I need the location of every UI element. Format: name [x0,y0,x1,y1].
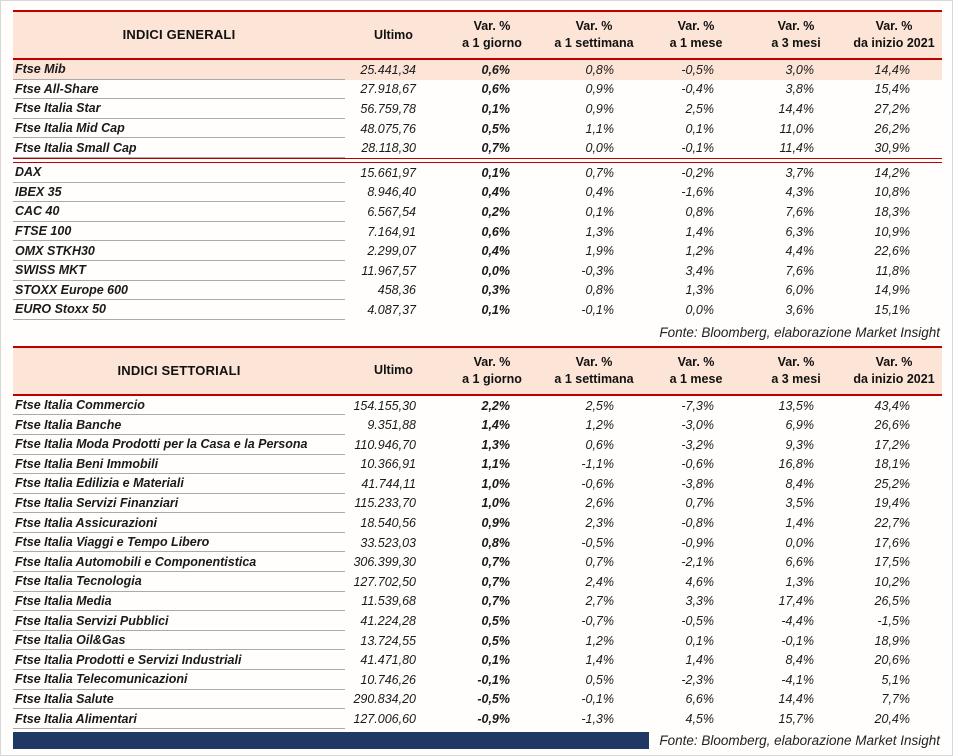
var-label: Var. % [473,19,511,34]
var-label: Var. % [875,19,913,34]
var-3-mesi-value: 14,4% [778,692,814,707]
ultimo-value: 7.164,91 [367,224,416,239]
var-1-mese-value: 4,6% [685,574,714,589]
var-1-settimana-value: 1,2% [585,418,614,433]
indici-generali-rows [13,60,942,320]
var-3-mesi-value: 8,4% [785,653,814,668]
var-inizio-2021-value: 10,2% [874,574,910,589]
var-3-mesi-value: 3,5% [785,496,814,511]
var-1-mese-value: 3,3% [685,594,714,609]
ultimo-value: 33.523,03 [360,535,416,550]
var-inizio-2021-value: 14,2% [874,165,910,180]
ultimo-value: 15.661,97 [360,165,416,180]
var-1-mese-value: 2,5% [685,101,714,116]
var-3-mesi-value: 6,3% [785,224,814,239]
col-header-var-1-giorno [442,348,542,394]
col-header-var-1-mese [646,348,746,394]
var-1-giorno-value: 0,7% [481,141,510,156]
ultimo-value: 10.366,91 [360,457,416,472]
col-header-ultimo: Ultimo [374,27,413,42]
var-inizio-2021-value: 43,4% [874,398,910,413]
table-row [13,281,942,301]
table-row [13,572,942,592]
var-3-mesi-value: 1,4% [785,516,814,531]
var-1-mese-value: -0,1% [681,141,714,156]
col-header-var-3-mesi [746,348,846,394]
var-1-mese-value: -7,3% [681,398,714,413]
var-label: Var. % [575,354,613,369]
var-1-settimana-value: 0,7% [585,555,614,570]
ultimo-value: 11.967,57 [361,263,416,278]
var-inizio-2021-value: 18,1% [874,457,910,472]
var-inizio-2021-value: 19,4% [874,496,910,511]
period-label: a 1 settimana [554,371,634,386]
var-inizio-2021-value: 11,8% [875,263,910,278]
var-label: Var. % [575,19,613,34]
index-name: Ftse Italia Commercio [13,396,345,416]
var-inizio-2021-value: 26,6% [874,418,910,433]
table-row [13,494,942,514]
index-name: DAX [13,163,345,183]
var-label: Var. % [777,19,815,34]
var-1-settimana-value: 0,4% [585,185,614,200]
var-1-mese-value: 4,5% [685,712,714,727]
table-row [13,183,942,203]
table-row [13,690,942,710]
var-3-mesi-value: 1,3% [785,574,814,589]
var-1-giorno-value: 0,7% [481,594,510,609]
table-row [13,650,942,670]
footer-bar [13,732,649,749]
var-1-mese-value: -2,1% [681,555,714,570]
table-row [13,80,942,100]
var-label: Var. % [677,354,715,369]
var-1-settimana-value: 2,3% [585,516,614,531]
index-name: Ftse Italia Telecomunicazioni [13,670,345,690]
var-1-giorno-value: 0,5% [481,614,510,629]
ultimo-value: 8.946,40 [367,185,416,200]
table-row [13,138,942,158]
var-inizio-2021-value: 20,4% [874,712,910,727]
var-1-settimana-value: 0,6% [585,437,614,452]
table-row [13,261,942,281]
var-1-mese-value: 1,2% [685,244,714,259]
ultimo-value: 41.224,28 [360,614,416,629]
var-inizio-2021-value: 30,9% [874,141,910,156]
var-1-mese-value: 6,6% [685,692,714,707]
col-header-var-1-giorno [442,12,542,58]
index-name: Ftse Italia Prodotti e Servizi Industriali [13,650,345,670]
var-3-mesi-value: 4,4% [785,244,814,259]
col-header-var-3-mesi [746,12,846,58]
ultimo-value: 10.746,26 [360,672,416,687]
page-footer [13,732,942,749]
col-header-ultimo: Ultimo [374,363,413,378]
period-label: a 1 giorno [462,36,522,50]
table-row [13,396,942,416]
table-row [13,513,942,533]
table-row [13,552,942,572]
table-row [13,455,942,475]
var-3-mesi-value: 11,4% [779,141,814,156]
ultimo-value: 41.471,80 [360,653,416,668]
index-name: STOXX Europe 600 [13,281,345,301]
var-1-giorno-value: 0,6% [481,62,510,77]
var-1-mese-value: 0,8% [685,204,714,219]
period-label: da inizio 2021 [853,371,935,386]
var-3-mesi-value: 15,7% [778,712,814,727]
index-name: Ftse Italia Salute [13,690,345,710]
var-inizio-2021-value: 14,4% [874,62,910,77]
table-title-generali: INDICI GENERALI [122,27,236,43]
col-header-var-1-settimana [542,348,646,394]
var-1-settimana-value: 1,9% [585,244,614,259]
var-inizio-2021-value: 18,9% [874,633,910,648]
var-inizio-2021-value: 17,2% [874,437,910,452]
ultimo-value: 11.539,68 [361,594,416,609]
var-1-giorno-value: 1,1% [481,457,510,472]
var-1-giorno-value: 0,6% [481,224,510,239]
var-1-mese-value: -0,6% [681,457,714,472]
index-name: Ftse Italia Viaggi e Tempo Libero [13,533,345,553]
var-1-mese-value: 3,4% [685,263,714,278]
ultimo-value: 4.087,37 [367,302,416,317]
var-1-giorno-value: 1,0% [481,496,510,511]
ultimo-value: 110.946,70 [354,437,416,452]
var-1-settimana-value: 1,2% [585,633,614,648]
var-3-mesi-value: -4,1% [781,672,814,687]
period-label: a 3 mesi [771,371,821,386]
table-row [13,592,942,612]
var-1-settimana-value: 2,5% [585,398,614,413]
col-header-var-1-settimana [542,12,646,58]
ultimo-value: 115.233,70 [354,496,416,511]
var-1-giorno-value: 0,3% [481,283,510,298]
ultimo-value: 25.441,34 [360,62,416,77]
var-inizio-2021-value: 5,1% [881,672,910,687]
indici-settoriali-header [13,346,942,396]
ultimo-value: 458,36 [377,283,416,298]
table-row [13,474,942,494]
period-label: a 1 mese [669,36,723,50]
index-name: Ftse Italia Media [13,592,345,612]
table-row [13,670,942,690]
table-row [13,241,942,261]
var-1-settimana-value: 0,0% [585,141,614,156]
table-row [13,300,942,320]
var-3-mesi-value: 9,3% [785,437,814,452]
table-row [13,435,942,455]
index-name: Ftse Italia Assicurazioni [13,513,345,533]
var-1-mese-value: -1,6% [681,185,714,200]
var-1-giorno-value: -0,5% [477,692,510,707]
var-1-mese-value: -0,5% [681,614,714,629]
var-inizio-2021-value: 18,3% [874,204,910,219]
table-row [13,709,942,729]
var-inizio-2021-value: 25,2% [874,476,910,491]
var-1-giorno-value: 2,2% [481,398,510,413]
var-1-settimana-value: -0,1% [581,302,614,317]
var-1-giorno-value: -0,1% [477,672,510,687]
var-3-mesi-value: 3,6% [785,302,814,317]
var-3-mesi-value: 6,9% [785,418,814,433]
var-1-giorno-value: 0,5% [481,633,510,648]
ultimo-value: 127.006,60 [353,712,416,727]
var-inizio-2021-value: 26,2% [874,121,910,136]
var-1-settimana-value: 0,1% [585,204,614,219]
var-inizio-2021-value: -1,5% [877,614,910,629]
var-3-mesi-value: 13,5% [778,398,814,413]
var-1-settimana-value: 0,9% [585,101,614,116]
var-1-settimana-value: 0,9% [585,82,614,97]
var-1-settimana-value: 1,1% [585,121,614,136]
var-1-giorno-value: 0,7% [481,555,510,570]
var-3-mesi-value: 14,4% [778,101,814,116]
var-3-mesi-value: 7,6% [785,204,814,219]
index-name: OMX STKH30 [13,241,345,261]
var-1-giorno-value: 0,4% [481,244,510,259]
var-1-giorno-value: 0,4% [481,185,510,200]
index-name: Ftse Italia Oil&Gas [13,631,345,651]
var-1-settimana-value: 0,5% [585,672,614,687]
ultimo-value: 290.834,20 [353,692,416,707]
var-1-giorno-value: 0,6% [481,82,510,97]
indici-settoriali-section [13,346,942,749]
table-row [13,60,942,80]
var-inizio-2021-value: 15,4% [874,82,910,97]
index-name: Ftse Mib [13,60,345,80]
var-3-mesi-value: 3,8% [785,82,814,97]
var-1-mese-value: 1,3% [685,283,714,298]
index-name: Ftse Italia Moda Prodotti per la Casa e la Persona [13,435,345,455]
table-title-settoriali: INDICI SETTORIALI [117,362,241,378]
indici-generali-section [13,10,942,346]
index-name: IBEX 35 [13,183,345,203]
ultimo-value: 56.759,78 [360,101,416,116]
ultimo-value: 48.075,76 [360,121,416,136]
ultimo-value: 18.540,56 [360,516,416,531]
col-header-var-inizio-2021 [846,348,942,394]
var-1-mese-value: 0,1% [685,121,714,136]
source-note: Fonte: Bloomberg, elaborazione Market Insight [659,324,940,340]
var-3-mesi-value: 0,0% [785,535,814,550]
var-inizio-2021-value: 10,8% [874,185,910,200]
index-name: Ftse Italia Alimentari [13,709,345,729]
table-row [13,202,942,222]
col-header-var-1-mese [646,12,746,58]
col-header-var-inizio-2021 [846,12,942,58]
var-1-settimana-value: 2,4% [585,574,614,589]
table-row [13,611,942,631]
var-3-mesi-value: 7,6% [785,263,814,278]
var-1-settimana-value: -0,5% [581,535,614,550]
var-1-giorno-value: 0,1% [481,302,510,317]
var-1-mese-value: -3,2% [681,437,714,452]
table-row [13,99,942,119]
index-name: Ftse Italia Beni Immobili [13,455,345,475]
var-1-mese-value: 0,0% [685,302,714,317]
var-inizio-2021-value: 27,2% [874,101,910,116]
var-1-giorno-value: -0,9% [477,712,510,727]
period-label: a 1 giorno [462,371,522,386]
table-row [13,222,942,242]
var-1-settimana-value: -1,3% [581,712,614,727]
var-3-mesi-value: 17,4% [778,594,814,609]
var-1-mese-value: -0,5% [681,62,714,77]
var-1-mese-value: 0,7% [685,496,714,511]
indici-generali-header [13,10,942,60]
var-1-giorno-value: 0,7% [481,574,510,589]
var-inizio-2021-value: 20,6% [874,653,910,668]
table-row [13,533,942,553]
var-3-mesi-value: 4,3% [785,185,814,200]
var-3-mesi-value: 6,0% [785,283,814,298]
var-1-settimana-value: -0,6% [581,476,614,491]
period-label: a 1 mese [669,371,723,386]
var-inizio-2021-value: 7,7% [881,692,910,707]
var-1-giorno-value: 0,5% [481,121,510,136]
table-row [13,415,942,435]
var-3-mesi-value: 16,8% [778,457,814,472]
var-label: Var. % [777,354,815,369]
var-inizio-2021-value: 22,6% [874,244,910,259]
var-inizio-2021-value: 15,1% [874,302,910,317]
table-row [13,163,942,183]
var-inizio-2021-value: 10,9% [874,224,910,239]
var-1-settimana-value: 2,7% [585,594,614,609]
var-1-giorno-value: 1,4% [481,418,510,433]
var-1-settimana-value: -0,1% [581,692,614,707]
period-label: a 1 settimana [554,36,634,50]
var-label: Var. % [473,354,511,369]
var-1-mese-value: -3,0% [681,418,714,433]
index-name: Ftse Italia Banche [13,415,345,435]
var-1-settimana-value: -1,1% [581,457,614,472]
index-name: Ftse Italia Edilizia e Materiali [13,474,345,494]
ultimo-value: 9.351,88 [367,418,416,433]
var-1-settimana-value: 2,6% [585,496,614,511]
var-3-mesi-value: 6,6% [785,555,814,570]
var-1-mese-value: -2,3% [681,672,714,687]
var-1-giorno-value: 0,2% [481,204,510,219]
ultimo-value: 127.702,50 [353,574,416,589]
var-1-giorno-value: 1,3% [481,437,510,452]
var-label: Var. % [875,354,913,369]
var-1-mese-value: 1,4% [685,224,714,239]
index-name: Ftse Italia Star [13,99,345,119]
var-1-giorno-value: 0,8% [481,535,510,550]
var-label: Var. % [677,19,715,34]
var-3-mesi-value: 8,4% [785,476,814,491]
var-1-settimana-value: 0,8% [585,62,614,77]
index-name: Ftse All-Share [13,80,345,100]
index-name: Ftse Italia Servizi Pubblici [13,611,345,631]
var-1-mese-value: -0,2% [681,165,714,180]
indici-settoriali-rows [13,396,942,729]
var-1-mese-value: -0,8% [681,516,714,531]
var-1-mese-value: 0,1% [685,633,714,648]
var-1-mese-value: 1,4% [685,653,714,668]
var-inizio-2021-value: 14,9% [874,283,910,298]
index-name: Ftse Italia Small Cap [13,138,345,158]
var-inizio-2021-value: 17,6% [874,535,910,550]
source-note: Fonte: Bloomberg, elaborazione Market Insight [659,732,940,748]
index-name: Ftse Italia Tecnologia [13,572,345,592]
index-name: Ftse Italia Mid Cap [13,119,345,139]
index-name: Ftse Italia Automobili e Componentistica [13,552,345,572]
var-1-giorno-value: 0,1% [481,165,510,180]
var-1-settimana-value: 1,3% [585,224,614,239]
var-inizio-2021-value: 22,7% [874,516,910,531]
var-1-mese-value: -3,8% [681,476,714,491]
ultimo-value: 28.118,30 [361,141,416,156]
ultimo-value: 154.155,30 [353,398,416,413]
ultimo-value: 306.399,30 [353,555,416,570]
var-1-mese-value: -0,9% [681,535,714,550]
var-3-mesi-value: -0,1% [781,633,814,648]
var-1-mese-value: -0,4% [681,82,714,97]
index-name: SWISS MKT [13,261,345,281]
table-row [13,631,942,651]
index-name: Ftse Italia Servizi Finanziari [13,494,345,514]
var-inizio-2021-value: 17,5% [874,555,910,570]
var-1-settimana-value: 1,4% [585,653,614,668]
var-1-settimana-value: -0,7% [581,614,614,629]
table-row [13,119,942,139]
ultimo-value: 6.567,54 [367,204,416,219]
ultimo-value: 41.744,11 [361,476,416,491]
ultimo-value: 13.724,55 [360,633,416,648]
var-1-settimana-value: 0,7% [585,165,614,180]
var-3-mesi-value: 3,7% [785,165,814,180]
var-inizio-2021-value: 26,5% [874,594,910,609]
var-1-giorno-value: 1,0% [481,476,510,491]
var-1-settimana-value: -0,3% [581,263,614,278]
period-label: da inizio 2021 [853,36,935,50]
var-1-giorno-value: 0,0% [481,263,510,278]
index-name: FTSE 100 [13,222,345,242]
period-label: a 3 mesi [771,36,821,50]
index-name: EURO Stoxx 50 [13,300,345,320]
ultimo-value: 2.299,07 [367,244,416,259]
var-1-giorno-value: 0,1% [481,653,510,668]
var-1-settimana-value: 0,8% [585,283,614,298]
var-1-giorno-value: 0,1% [481,101,510,116]
ultimo-value: 27.918,67 [360,82,416,97]
index-name: CAC 40 [13,202,345,222]
var-3-mesi-value: -4,4% [781,614,814,629]
var-3-mesi-value: 11,0% [779,121,814,136]
var-3-mesi-value: 3,0% [785,62,814,77]
var-1-giorno-value: 0,9% [481,516,510,531]
